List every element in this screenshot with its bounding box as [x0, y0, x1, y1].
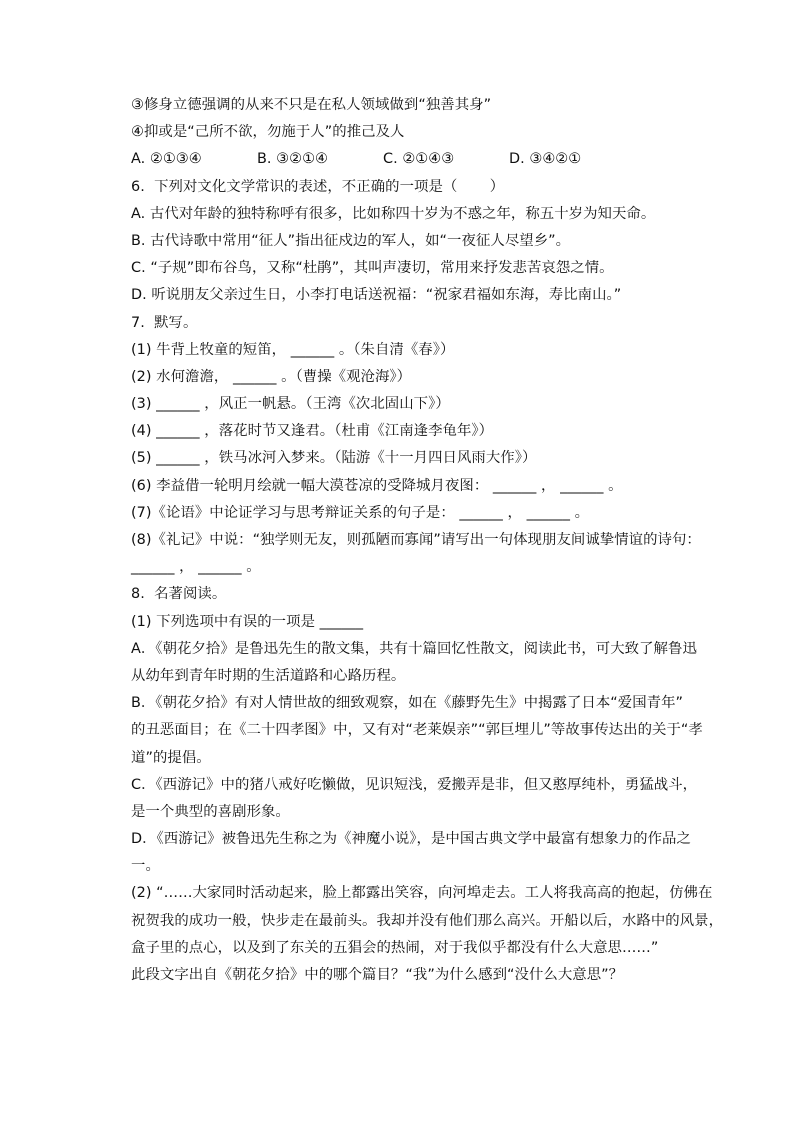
q8-option-c-line-1: C．《西游记》中的猪八戒好吃懒做，见识短浅，爱搬弄是非，但又憨厚纯朴，勇猛战斗， — [131, 776, 698, 793]
q6-stem: 6. 下列对文化文学常识的表述，不正确的一项是（ ） — [131, 178, 505, 195]
q6-option-a: A. 古代对年龄的独特称呼有很多，比如称四十岁为不惑之年，称五十岁为知天命。 — [131, 205, 656, 222]
q8-stem: 8. 名著阅读。 — [131, 586, 227, 603]
q6-option-b: B. 古代诗歌中常用“征人”指出征戍边的军人，如“一夜征人尽望乡”。 — [131, 232, 571, 249]
q8-option-b-line-1: B．《朝花夕拾》有对人情世故的细致观察，如在《藤野先生》中揭露了日本“爱国青年” — [131, 695, 684, 712]
q7-item-7: (7)《论语》中论证学习与思考辩证关系的句子是： ______ ， ______ 。 — [131, 504, 590, 521]
q5-option-c: C. ②①④③ — [383, 151, 455, 168]
q8-sub-2-passage-line-1: (2) “……大家同时活动起来，脸上都露出笑容，向河埠走去。工人将我高高的抱起，仿佛在 — [131, 885, 713, 902]
q7-item-2: (2) 水何澹澹， ______ 。（曹操《观沧海》） — [131, 368, 412, 385]
q8-sub-2-question: 此段文字出自《朝花夕拾》中的哪个篇目？“我”为什么感到“没什么大意思”？ — [131, 967, 624, 983]
q6-option-c: C. “子规”即布谷鸟，又称“杜鹃”，其叫声凄切，常用来抒发悲苦哀怨之情。 — [131, 260, 614, 277]
document-content — [131, 92, 724, 989]
q7-item-5: (5) ______ ，铁马冰河入梦来。（陆游《十一月四日风雨大作》） — [131, 450, 537, 467]
q5-option-a: A. ②①③④ — [131, 151, 202, 168]
q8-sub-1-stem: (1) 下列选项中有误的一项是 ______ — [131, 613, 364, 630]
q8-option-d-line-1: D．《西游记》被鲁迅先生称之为《神魔小说》，是中国古典文学中最富有想象力的作品之 — [131, 831, 691, 848]
q8-sub-2-passage-line-2: 祝贺我的成功一般，快步走在最前头。我却并没有他们那么高兴。开船以后，水路中的风景， — [131, 912, 724, 929]
q8-option-b-line-3: 道”的提倡。 — [131, 749, 211, 766]
q7-item-8: (8)《礼记》中说：“独学则无友，则孤陋而寡闻”请写出一句体现朋友间诚挚情谊的诗句： — [131, 532, 701, 548]
q8-sub-2-passage-line-3: 盒子里的点心，以及到了东关的五猖会的热闹，对于我似乎都没有什么大意思……” — [131, 939, 659, 956]
q6-option-d: D. 听说朋友父亲过生日，小李打电话送祝福：“祝家君福如东海，寿比南山。” — [131, 287, 622, 304]
q8-option-c-line-2: 是一个典型的喜剧形象。 — [131, 803, 290, 820]
q5-item-3: ③修身立德强调的从来不只是在私人领域做到“独善其身” — [131, 97, 492, 113]
q8-option-a-line-1: A．《朝花夕拾》是鲁迅先生的散文集，共有十篇回忆性散文，阅读此书，可大致了解鲁迅 — [131, 640, 697, 657]
q5-option-d: D. ③④②① — [509, 151, 582, 168]
q7-stem: 7. 默写。 — [131, 314, 198, 331]
q5-option-b: B. ③②①④ — [257, 151, 328, 168]
q7-item-4: (4) ______ ，落花时节又逢君。（杜甫《江南逢李龟年》） — [131, 423, 494, 440]
q8-option-d-line-2: 一。 — [131, 858, 160, 875]
q7-item-1: (1) 牛背上牧童的短笛， ______ 。（朱自清《春》） — [131, 341, 455, 358]
q7-item-6: (6) 李益借一轮明月绘就一幅大漠苍凉的受降城月夜图： ______ ， ______ 。 — [131, 477, 623, 494]
q7-item-8-blanks: ______ ， ______ 。 — [131, 559, 261, 576]
q8-option-b-line-2: 的丑恶面目；在《二十四孝图》中，又有对“老莱娱亲”“郭巨埋儿”等故事传达出的关于“孝 — [131, 722, 703, 739]
q5-item-4: ④抑或是“己所不欲，勿施于人”的推己及人 — [131, 124, 405, 141]
q7-item-3: (3) ______ ，风正一帆悬。（王湾《次北固山下》） — [131, 396, 450, 413]
q5-options — [131, 146, 691, 173]
q8-option-a-line-2: 从幼年到青年时期的生活道路和心路历程。 — [131, 667, 406, 684]
